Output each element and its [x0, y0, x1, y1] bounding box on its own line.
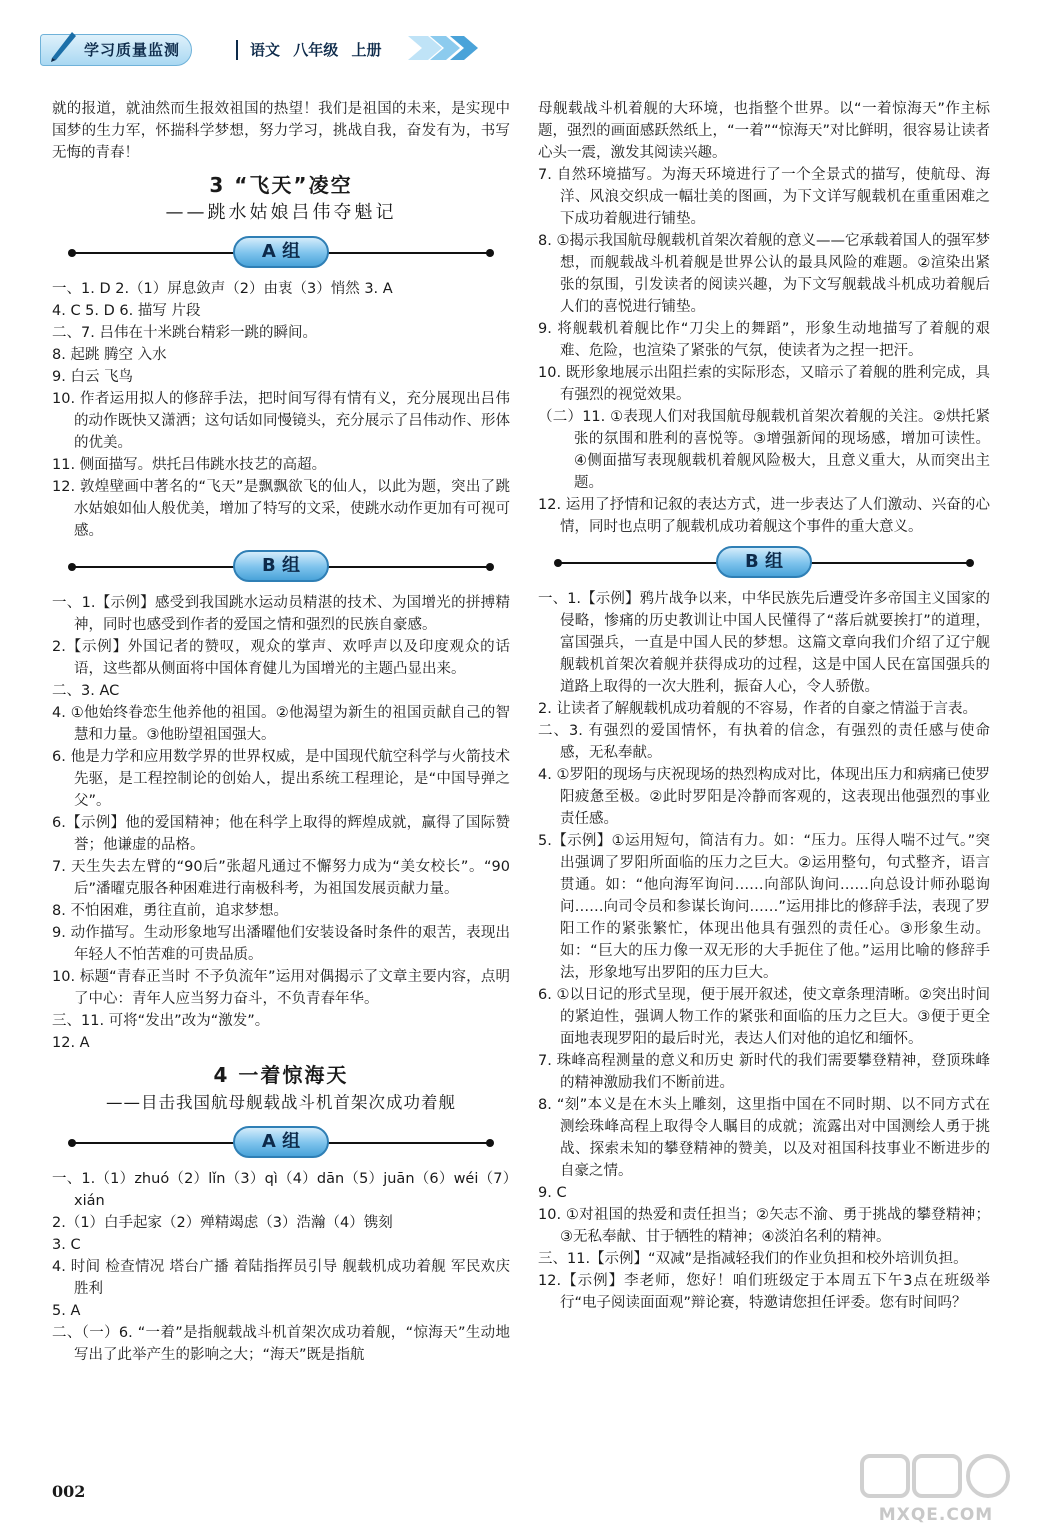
- pen-icon: [48, 28, 78, 62]
- header-divider: [236, 40, 238, 60]
- lesson3-subtitle: ——跳水姑娘吕伟夺魁记: [165, 202, 397, 223]
- answer-line: 10. 标题“青春正当时 不予负流年”运用对偶揭示了文章主要内容，点明了中心：青年人应当努力奋斗，不负青春年华。: [52, 969, 510, 1007]
- answer-line: （二）11. ①表现人们对我国航母舰载机首架次着舰的关注。②烘托紧张的氛围和胜利的喜悦等。③增强新闻的现场感，增加可读性。④侧面描写表现舰载机着舰风险极大，且意义重大，从而突出主题。: [538, 409, 990, 491]
- answer-line: 4. ①他始终眷恋生他养他的祖国。②他渴望为新生的祖国贡献自己的智慧和力量。③他盼望祖国强大。: [52, 705, 510, 743]
- left-column: [52, 98, 510, 1366]
- answer-line: 2.（1）白手起家（2）殚精竭虑（3）浩瀚（4）镌刻: [52, 1215, 393, 1231]
- answer-line: 3. C: [52, 1237, 81, 1253]
- watermark-text: MXQE.COM: [878, 1505, 994, 1525]
- chevrons-right-icon: [408, 32, 482, 64]
- answer-line: 6. 他是力学和应用数学界的世界权威，是中国现代航空科学与火箭技术先驱，是工程控制论的创始人，提出系统工程理论，是“中国导弹之父”。: [52, 749, 510, 809]
- answer-line: 10. 作者运用拟人的修辞手法，把时间写得有情有义，充分展现出吕伟的动作既快又潇洒；这句话如同慢镜头，充分展示了吕伟动作、形体的优美。: [52, 391, 510, 451]
- answer-line: 4. ①罗阳的现场与庆祝现场的热烈构成对比，体现出压力和病痛已使罗阳疲惫至极。②此时罗阳是冷静而客观的，这表现出他强烈的事业责任感。: [538, 767, 990, 827]
- answer-line: 三、11.【示例】“双减”是指减轻我们的作业负担和校外培训负担。: [538, 1251, 968, 1267]
- answer-line: 三、11. 可将“发出”改为“激发”。: [52, 1013, 270, 1029]
- answer-line: 5.【示例】①运用短句，简洁有力。如：“压力。压得人喘不过气。”突出强调了罗阳所面临的压力之巨大。②运用整句，句式整齐，语言贯通。如：“他向海军询问……向部队询问……向总设计师孙聪询问……向司令员和参谋长询问……”运用排比的修辞手法，表现了罗阳工作的紧张繁忙，体现出他具有强烈的责任心。③形象生动。如：“巨大的压力像一双无形的大手扼住了他。”运用比喻的修辞手法，形象地写出罗阳的压力巨大。: [538, 833, 990, 981]
- group-a-divider: [52, 1124, 510, 1162]
- header-meta: 语文 八年级 上册: [250, 41, 382, 59]
- answer-line: 11. 侧面描写。烘托吕伟跳水技艺的高超。: [52, 457, 327, 473]
- group-b-divider: [52, 548, 510, 586]
- answer-line: 二、3. AC: [52, 683, 120, 699]
- answer-line: 一、1.（1）zhuó（2）lǐn（3）qì（4）dān（5）juān（6）wéi（7）xián: [52, 1171, 510, 1209]
- group-b-badge: B 组: [716, 546, 812, 578]
- lesson4-title: 4 一着惊海天: [213, 1063, 349, 1087]
- answer-line: 7. 天生失去左臂的“90后”张超凡通过不懈努力成为“美女校长”。“90后”潘曜克服各种困难进行南极科考，为祖国发展贡献力量。: [52, 859, 510, 897]
- answer-line: 二、7. 吕伟在十米跳台精彩一跳的瞬间。: [52, 325, 317, 341]
- group-b-divider: [538, 544, 990, 582]
- group-b-badge: B 组: [233, 550, 329, 582]
- answer-line: 4. C 5. D 6. 描写 片段: [52, 303, 201, 319]
- lesson4-subtitle: ——目击我国航母舰载战斗机首架次成功着舰: [106, 1093, 456, 1112]
- answer-line: 9. 动作描写。生动形象地写出潘曜他们安装设备时条件的艰苦，表现出年轻人不怕苦难的可贵品质。: [52, 925, 510, 963]
- answer-line: 9. 白云 飞鸟: [52, 369, 134, 385]
- answer-line: 8. 起跳 腾空 入水: [52, 347, 167, 363]
- answer-line: 2.【示例】外国记者的赞叹，观众的掌声、欢呼声以及印度观众的话语，这些都从侧面将中国体育健儿为国增光的主题凸显出来。: [52, 639, 510, 677]
- intro-paragraph: 就的报道，就油然而生报效祖国的热望！我们是祖国的未来，是实现中国梦的生力军，怀揣科学梦想，努力学习，挑战自我，奋发有为，书写无悔的青春！: [52, 101, 510, 161]
- answer-line: 12. 运用了抒情和记叙的表达方式，进一步表达了人们激动、兴奋的心情，同时也点明了舰载机成功着舰这个事件的重大意义。: [538, 497, 990, 535]
- answer-line: 12.【示例】李老师，您好！咱们班级定于本周五下午3点在班级举行“电子阅读面面观”辩论赛，特邀请您担任评委。您有时间吗？: [538, 1273, 990, 1311]
- page-header: [40, 28, 560, 72]
- page-number: 002: [52, 1482, 86, 1501]
- header-brand: 学习质量监测: [84, 41, 181, 59]
- answer-line: 一、1.【示例】感受到我国跳水运动员精湛的技术、为国增光的拼搏精神，同时也感受到作者的爱国之情和强烈的民族自豪感。: [52, 595, 510, 633]
- right-column: [538, 98, 990, 1314]
- group-a-badge: A 组: [233, 236, 329, 268]
- answer-line: 二、（一）6. “一着”是指舰载战斗机首架次成功着舰，“惊海天”生动地写出了此举产生的影响之大；“海天”既是指航: [52, 1325, 510, 1363]
- group-a-divider: [52, 234, 510, 272]
- answer-line: 10. ①对祖国的热爱和责任担当；②矢志不渝、勇于挑战的攀登精神；③无私奉献、甘于牺牲的精神；④淡泊名利的精神。: [538, 1207, 990, 1245]
- answer-line: 一、1. D 2.（1）屏息敛声（2）由衷（3）悄然 3. A: [52, 281, 393, 297]
- lesson3-title: 3 “飞天”凌空: [209, 173, 353, 197]
- answer-line: 9. C: [538, 1185, 567, 1201]
- answer-line: 9. 将舰载机着舰比作“刀尖上的舞蹈”，形象生动地描写了着舰的艰难、危险，也渲染了紧张的气氛，使读者为之捏一把汗。: [538, 321, 990, 359]
- answer-line: 6. ①以日记的形式呈现，便于展开叙述，使文章条理清晰。②突出时间的紧迫性，强调人物工作的紧张和面临的压力之巨大。③便于更全面地表现罗阳的最后时光，表达人们对他的追忆和缅怀。: [538, 987, 990, 1047]
- answer-line: 7. 自然环境描写。为海天环境进行了一个全景式的描写，使航母、海洋、风浪交织成一幅壮美的图画，为下文详写舰载机在重重困难之下成功着舰进行铺垫。: [538, 167, 990, 227]
- answer-line: 8. “刻”本义是在木头上雕刻，这里指中国在不同时期、以不同方式在测绘珠峰高程上取得令人瞩目的成就；流露出对中国测绘人勇于挑战、探索未知的攀登精神的赞美，以及对祖国科技事业不断进步的自豪之情。: [538, 1097, 990, 1179]
- answer-line: 2. 让读者了解舰载机成功着舰的不容易，作者的自豪之情溢于言表。: [538, 701, 977, 717]
- answer-line: 7. 珠峰高程测量的意义和历史 新时代的我们需要攀登精神，登顶珠峰的精神激励我们不断前进。: [538, 1053, 990, 1091]
- answer-line: 12. A: [52, 1035, 90, 1051]
- answer-line: 12. 敦煌壁画中著名的“飞天”是飘飘欲飞的仙人，以此为题，突出了跳水姑娘如仙人般优美，增加了特写的文采，使跳水动作更加有可视可感。: [52, 479, 510, 539]
- answer-line: 二、3. 有强烈的爱国情怀，有执着的信念，有强烈的责任感与使命感，无私奉献。: [538, 723, 990, 761]
- watermark-logo: [856, 1452, 1016, 1528]
- answer-line: 4. 时间 检查情况 塔台广播 着陆指挥员引导 舰载机成功着舰 军民欢庆胜利: [52, 1259, 510, 1297]
- answer-line: 8. 不怕困难，勇往直前，追求梦想。: [52, 903, 288, 919]
- answer-line: 5. A: [52, 1303, 81, 1319]
- answer-line: 6.【示例】他的爱国精神；他在科学上取得的辉煌成就，赢得了国际赞誉；他谦虚的品格。: [52, 815, 510, 853]
- answer-line: 一、1.【示例】鸦片战争以来，中华民族先后遭受许多帝国主义国家的侵略，惨痛的历史教训让中国人民懂得了“落后就要挨打”的道理，富国强兵，一直是中国人民的梦想。这篇文章向我们介绍了辽宁舰舰载机首架次着舰并获得成功的过程，这是中国人民在富国强兵的道路上取得的一次大胜利，振奋人心，令人骄傲。: [538, 591, 990, 695]
- answer-line: 8. ①揭示我国航母舰载机首架次着舰的意义——它承载着国人的强军梦想，而舰载战斗机着舰是世界公认的最具风险的难题。②渲染出紧张的氛围，引发读者的阅读兴趣，为下文写舰载战斗机成功着舰后人们的喜悦进行铺垫。: [538, 233, 990, 315]
- answer-line: 10. 既形象地展示出阻拦索的实际形态，又暗示了着舰的胜利完成，具有强烈的视觉效果。: [538, 365, 990, 403]
- group-a-badge: A 组: [233, 1126, 329, 1158]
- answer-line: 母舰载战斗机着舰的大环境，也指整个世界。以“一着惊海天”作主标题，强烈的画面感跃然纸上，“一着”“惊海天”对比鲜明，很容易让读者心头一震，激发其阅读兴趣。: [538, 101, 990, 161]
